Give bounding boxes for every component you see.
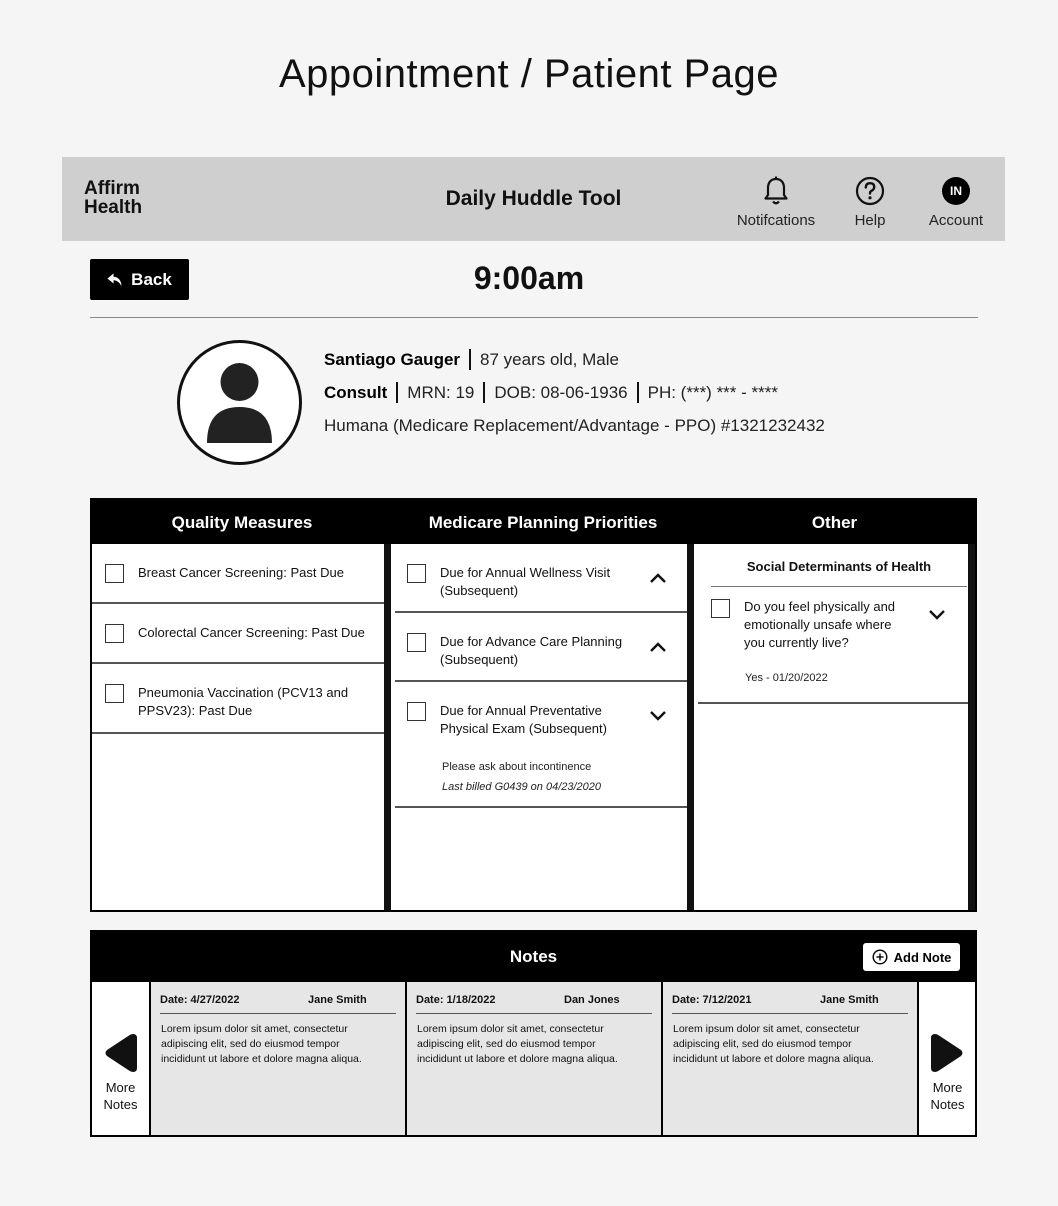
- checkbox[interactable]: [105, 624, 124, 643]
- label-line: PPSV23): Past Due: [138, 703, 253, 718]
- account-button[interactable]: [926, 175, 986, 229]
- note-line: incididunt ut labore et dolore magna aliqua.: [417, 1053, 618, 1065]
- patient-mrn: MRN: 19: [407, 382, 475, 402]
- medicare-priority-item[interactable]: [395, 613, 687, 682]
- separator: [396, 382, 398, 403]
- medicare-priority-item[interactable]: [395, 682, 687, 808]
- bell-icon: [763, 176, 789, 206]
- other-title: Other: [811, 513, 858, 532]
- quality-measure-item[interactable]: [92, 544, 384, 604]
- checkbox[interactable]: [105, 564, 124, 583]
- chevron-down-icon[interactable]: [927, 608, 947, 622]
- back-button[interactable]: [90, 259, 189, 300]
- note-author: Dan Jones: [564, 994, 620, 1006]
- more-line: Notes: [103, 1097, 138, 1112]
- label-line: (Subsequent): [440, 583, 519, 598]
- label-line: Due for Advance Care Planning: [440, 634, 623, 649]
- medicare-priorities-column: [395, 544, 694, 910]
- quality-measure-label: Colorectal Cancer Screening: Past Due: [138, 625, 365, 640]
- help-button[interactable]: [846, 175, 894, 229]
- quality-measure-item[interactable]: [92, 604, 384, 664]
- note-line: adipiscing elit, sed do eiusmod tempor: [161, 1038, 340, 1050]
- logo-line-1: Affirm: [84, 178, 140, 199]
- account-avatar: IN: [942, 177, 970, 205]
- checkbox[interactable]: [407, 633, 426, 652]
- question-line: Do you feel physically and: [744, 599, 896, 614]
- chevron-up-icon[interactable]: [648, 571, 668, 585]
- separator: [469, 349, 471, 370]
- notes-panel: [90, 930, 977, 1137]
- note-line: Lorem ipsum dolor sit amet, consectetur: [161, 1023, 348, 1035]
- divider: [90, 317, 978, 318]
- notifications-button[interactable]: [733, 175, 819, 229]
- app-header: [62, 157, 1005, 241]
- checkbox[interactable]: [105, 684, 124, 703]
- more-notes-label: [92, 1079, 149, 1113]
- note-meta: [672, 994, 908, 1014]
- more-notes-next-button[interactable]: [917, 982, 975, 1135]
- note-author: Jane Smith: [308, 994, 367, 1006]
- logo-line-2: Health: [84, 197, 143, 218]
- note-date: Date: 1/18/2022: [416, 994, 496, 1006]
- quality-measure-label: [138, 684, 348, 720]
- question-line: emotionally unsafe where: [744, 617, 892, 632]
- sdoh-title: Social Determinants of Health: [711, 559, 967, 587]
- chevron-down-icon[interactable]: [648, 709, 668, 723]
- priority-note: Please ask about incontinence: [442, 761, 592, 773]
- reply-arrow-icon: [107, 273, 123, 287]
- patient-info: [324, 343, 825, 442]
- quality-measures-title: Quality Measures: [171, 513, 313, 532]
- triangle-left-icon: [104, 1031, 137, 1075]
- label-line: (Subsequent): [440, 652, 519, 667]
- quality-measures-column: [92, 544, 391, 910]
- back-label: Back: [131, 269, 172, 289]
- quality-measure-item[interactable]: [92, 664, 384, 734]
- question-circle-icon: [855, 176, 885, 206]
- more-notes-prev-button[interactable]: [92, 982, 149, 1135]
- more-line: More: [932, 1080, 963, 1095]
- label-line: Physical Exam (Subsequent): [440, 721, 607, 736]
- notifications-label: Notifcations: [736, 212, 816, 229]
- medicare-priority-label: [440, 633, 622, 669]
- patient-avatar: [177, 340, 302, 465]
- patient-name: Santiago Gauger: [324, 349, 461, 369]
- note-line: adipiscing elit, sed do eiusmod tempor: [673, 1038, 852, 1050]
- label-line: Due for Annual Preventative: [440, 703, 602, 718]
- checkbox[interactable]: [407, 564, 426, 583]
- page-title: Appointment / Patient Page: [279, 52, 779, 96]
- label-line: Pneumonia Vaccination (PCV13 and: [138, 685, 349, 700]
- medicare-priorities-title: Medicare Planning Priorities: [428, 513, 658, 532]
- triangle-right-icon: [931, 1031, 964, 1075]
- quality-measure-label: Breast Cancer Screening: Past Due: [138, 565, 344, 580]
- note-line: incididunt ut labore et dolore magna aliqua.: [673, 1053, 874, 1065]
- note-line: adipiscing elit, sed do eiusmod tempor: [417, 1038, 596, 1050]
- help-label: Help: [854, 212, 886, 229]
- question-line: you currently live?: [744, 635, 849, 650]
- note-body: [417, 1022, 653, 1067]
- separator: [483, 382, 485, 403]
- account-label: Account: [928, 212, 984, 229]
- medicare-priority-label: [440, 564, 610, 600]
- patient-dob: DOB: 08-06-1936: [494, 382, 628, 402]
- patient-phone: PH: (***) *** - ****: [647, 382, 778, 402]
- app-name: Daily Huddle Tool: [445, 187, 622, 210]
- separator: [637, 382, 639, 403]
- more-line: More: [105, 1080, 136, 1095]
- more-line: Notes: [930, 1097, 965, 1112]
- notes-title: Notes: [509, 947, 558, 966]
- sdoh-answer: Yes - 01/20/2022: [745, 672, 828, 684]
- note-card[interactable]: [661, 982, 917, 1135]
- more-notes-label: [919, 1079, 976, 1113]
- note-date: Date: 4/27/2022: [160, 994, 240, 1006]
- priorities-panel: [90, 498, 977, 912]
- plus-circle-icon: [872, 949, 888, 965]
- note-card[interactable]: [405, 982, 661, 1135]
- notes-header: [92, 932, 975, 982]
- note-author: Jane Smith: [820, 994, 879, 1006]
- visit-type: Consult: [324, 382, 388, 402]
- patient-age-sex: 87 years old, Male: [480, 349, 619, 369]
- medicare-priority-item[interactable]: [395, 544, 687, 613]
- note-body: [161, 1022, 397, 1067]
- priorities-header: [92, 500, 975, 544]
- note-line: Lorem ipsum dolor sit amet, consectetur: [673, 1023, 860, 1035]
- patient-insurance: Humana (Medicare Replacement/Advantage - PPO) #1321232432: [324, 415, 825, 435]
- other-column: [698, 544, 975, 910]
- chevron-up-icon[interactable]: [648, 640, 668, 654]
- note-body: [673, 1022, 909, 1067]
- add-note-button[interactable]: [863, 943, 960, 971]
- appointment-time: 9:00am: [473, 260, 585, 296]
- affirm-health-logo[interactable]: [84, 179, 142, 217]
- label-line: Due for Annual Wellness Visit: [440, 565, 611, 580]
- checkbox[interactable]: [407, 702, 426, 721]
- note-card[interactable]: [149, 982, 405, 1135]
- user-silhouette-icon: [180, 343, 299, 462]
- medicare-priority-label: [440, 702, 607, 738]
- checkbox[interactable]: [711, 599, 730, 618]
- note-meta: [416, 994, 652, 1014]
- note-line: incididunt ut labore et dolore magna aliqua.: [161, 1053, 362, 1065]
- note-meta: [160, 994, 396, 1014]
- note-line: Lorem ipsum dolor sit amet, consectetur: [417, 1023, 604, 1035]
- sdoh-group: [698, 544, 968, 704]
- note-date: Date: 7/12/2021: [672, 994, 752, 1006]
- add-note-label: Add Note: [893, 949, 952, 965]
- last-billed: Last billed G0439 on 04/23/2020: [442, 781, 602, 793]
- sdoh-question: [744, 598, 895, 652]
